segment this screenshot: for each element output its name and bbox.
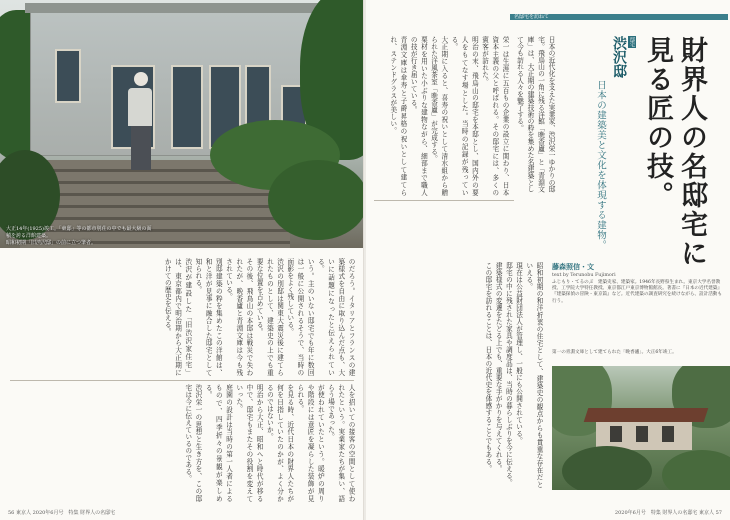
category-label: 名邸宅を訪ねて [514, 14, 549, 20]
paragraph: 栗材を用いた小ぶりな建物ながら、細部まで職人の技が行き届いている。 [409, 36, 428, 196]
name-badge: 邸宅 [629, 37, 635, 47]
residence-name: 渋沢邸 [611, 36, 627, 78]
author-box [552, 262, 724, 356]
issue-info: 2020年6月号 特集 財界人の名邸宅 [614, 510, 698, 516]
villa-eave [25, 3, 337, 13]
paragraph: 建築様式の変遷をたどる上でも、重要な手がかりを与えてくれる。 [494, 262, 503, 472]
author-bio: ふじもり・てるのぶ 建築史家、建築家。1946年長野県生まれ。東京大学名誉教授、工学院大学特任教授。東京都江戸東京博物館館長。著書に『日本の近代建築』『建築探偵の冒険・東京篇』など。近代建築の調査研究を続けながら、設計活動も行う。 [552, 280, 722, 304]
photo-caption-line: 大正14年(1925)竣工。「東邸」等の都市別荘の中でも最大級の面積を誇る洋館建築。 [6, 226, 152, 239]
author-name: 藤森照信・文 [552, 262, 594, 271]
left-footer [8, 509, 115, 516]
paragraph: のだろう。イタリアとフランスの建築様式を自由に取り込んだ点も、大いに話題になったと伝えられている。 [316, 258, 355, 376]
author-figure [128, 72, 154, 172]
villa-window [171, 65, 203, 149]
paragraph: 青淵文庫は傘寿と子爵昇格の祝いとして建てられ、ステンドグラスが美しい。 [388, 36, 407, 196]
paragraph: 現在は公益財団法人が管理し、一般にも公開されている。 [514, 262, 523, 444]
paragraph: を見る時、近代日本の財界人たちが何を目指していたのかが、よく分かるのではないか。 [265, 384, 294, 502]
photo-caption-line: 昭和初期「旧渋沢邸」の前に立つ筆者。 [6, 240, 97, 246]
left-body-upper [12, 258, 356, 376]
house-window [636, 426, 648, 442]
paragraph: 明治から大正、昭和へと時代が移る中で、邸宅もまたその役割を変えていった。 [234, 384, 264, 502]
right-body-lower [374, 262, 544, 488]
magazine-name: 東京人 [699, 510, 715, 516]
paragraph: 昭和初期の和洋折衷の住宅として、建築史の観点からも貴重な存在だといえる。 [524, 262, 543, 488]
house-window [662, 426, 674, 442]
paragraph: 渋沢が建設した「旧渋沢家住宅」は、東京都内で明治期から大正期にかけての歴史を伝える。 [163, 258, 192, 376]
paragraph: この邸宅を訪れることは、日本の近代史を体感することでもある。 [483, 262, 492, 472]
column-divider [374, 200, 514, 201]
right-body-upper [374, 36, 510, 196]
villa-window [55, 49, 81, 103]
villa-photo [0, 0, 364, 248]
page-number: 56 [8, 510, 15, 516]
shrub [662, 450, 730, 490]
paragraph: 人を招いての接客の空間として使われたという。実業家たちが集い、語らう場であった。 [326, 384, 355, 502]
house-roof [584, 408, 709, 422]
paragraph: 別邸建築の粋を集めたこの洋館は、和と洋が見事に融合した邸宅として知られる。 [193, 258, 223, 376]
shrub [268, 160, 364, 240]
paragraph: 大正期に入ると、喜寿の祝いとして清水組から贈られた洋風茶室「晩香廬」が完成する。 [429, 36, 448, 196]
house-window [610, 426, 622, 442]
small-photo-caption: 第一の青淵文庫として建てられた「晩香廬」。大正6年竣工。 [552, 350, 677, 355]
photo-caption [6, 226, 156, 247]
paragraph: 庭園の設計は当時の第一人者によるもので、四季折々の景観が楽しめる。 [204, 384, 233, 502]
house-photo [552, 366, 730, 490]
right-page [366, 0, 730, 520]
magazine-name: 東京人 [15, 510, 31, 516]
article-title: 財界人の名邸宅に見る匠の技。 [642, 36, 707, 268]
author-roman: text by Terunobu Fujimori [552, 273, 616, 278]
paragraph: が使われていたという。暖炉の周りや階段には意匠を凝らした装飾が見られる。 [295, 384, 325, 502]
shrub [562, 446, 652, 490]
paragraph: いう。主のいない邸宅でも年に数回は一般に公開されるそうで、当時の面影をよく残している。 [285, 258, 315, 376]
page-number: 57 [715, 510, 722, 516]
paragraph: 邸宅の中に残された家具や調度品は、当時の暮らしぶりを今に伝える。 [504, 262, 513, 486]
paragraph: その後、飛鳥山の本邸は戦災で失われたが、晩香廬と青淵文庫は今も残されている。 [224, 258, 253, 376]
author-name-text: 藤森照信 [552, 262, 580, 271]
paragraph: 明治の末、飛鳥山の邸宅を本邸とし、国内外の要人をもてなす場とした。当時の記録が残っている。 [449, 36, 479, 196]
article-subtitle: 日本の建築美と文化を体現する建物。 [595, 80, 606, 250]
paragraph: 渋沢の別邸は関東大震災後に建てられたものとして、建築史の上でも重要な位置を占めている。 [255, 258, 284, 376]
paragraph: 渋沢栄一の思想と生き方を、この邸宅は今に伝えているのである。 [183, 384, 202, 502]
paragraph: 栄一は生涯に五百もの企業の設立に関わり、日本資本主義の父と呼ばれる。その邸宅には、多くの賓客が訪れた。 [480, 36, 509, 196]
right-footer [615, 509, 722, 516]
author-role: 文 [587, 262, 594, 271]
issue-info: 2020年6月号 特集 財界人の名邸宅 [32, 510, 116, 516]
column-divider [10, 380, 354, 381]
left-page [0, 0, 364, 520]
lead-paragraph: 日本の近代化を支えた実業家、渋沢栄一ゆかりの邸宅。飛鳥山の一角に残る洋館「晩香廬」と「青淵文庫」は、大正期の建築技術の粋を集めた名建築として今も訪れる人々を魅了する。 [515, 36, 555, 193]
left-body-lower [12, 384, 356, 502]
